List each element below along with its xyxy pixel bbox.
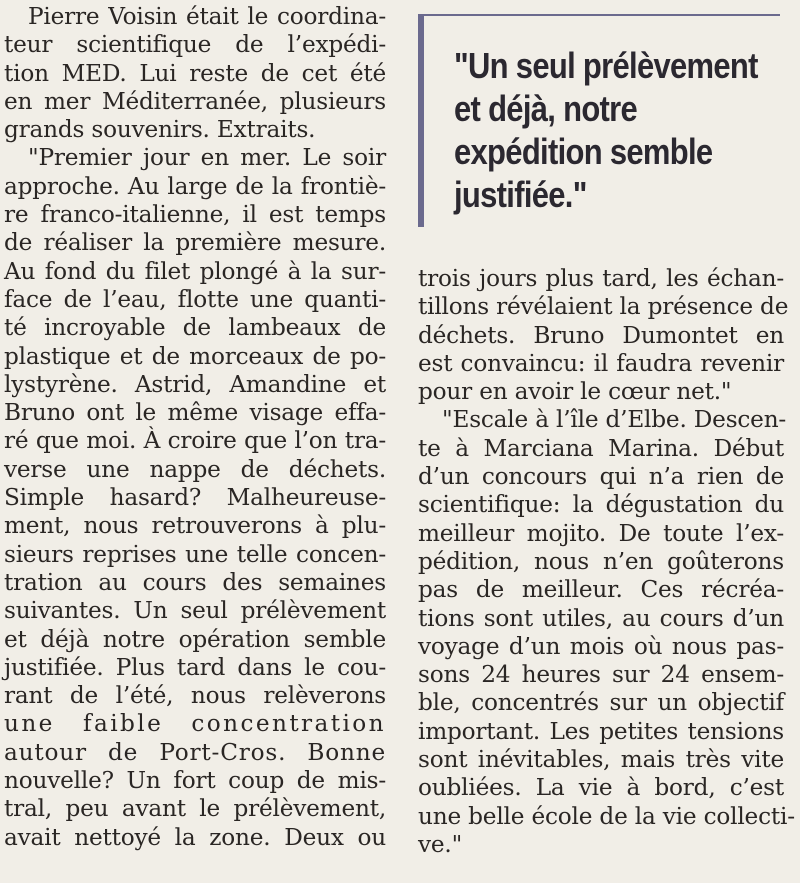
pull-quote-line: "Un seul prélèvement [454,45,758,86]
pull-quote [418,14,780,227]
text-line: face de l’eau, flotte une quanti- [4,285,386,313]
text-line: suivantes. Un seul prélèvement [4,597,386,625]
text-line: té incroyable de lambeaux de [4,314,386,342]
text-line: scientifique: la dégustation du [418,491,784,519]
text-line: tral, peu avant le prélèvement, [4,795,386,823]
pull-quote-line: et déjà, notre [454,88,638,129]
text-line: important. Les petites tensions [418,717,784,745]
text-line: pour en avoir le cœur net." [418,378,732,406]
pull-quote-line: justifiée." [454,174,587,215]
text-line: approche. Au large de la frontiè- [4,172,386,200]
text-line: "Escale à l’île d’Elbe. Descen- [442,406,787,434]
text-line: meilleur mojito. De toute l’ex- [418,519,784,547]
text-line: sont inévitables, mais très vite [418,746,784,774]
text-line: en mer Méditerranée, plusieurs [4,87,386,115]
left-column [4,3,386,852]
text-line: lystyrène. Astrid, Amandine et [4,370,386,398]
text-line: voyage d’un mois où nous pas- [418,632,784,660]
text-line: une faible concentration [4,710,386,738]
text-line: sons 24 heures sur 24 ensem- [418,661,784,689]
text-line: Pierre Voisin était le coordina- [28,3,386,30]
text-line: ment, nous retrouverons à plu- [4,512,386,540]
pull-quote-text [454,44,758,216]
text-line: teur scientifique de l’expédi- [4,31,386,59]
text-line: rant de l’été, nous relèverons [4,682,386,710]
text-line: tration au cours des semaines [4,568,386,596]
text-line: et déjà notre opération semble [4,625,386,653]
text-line: te à Marciana Marina. Début [418,434,784,462]
text-line: nouvelle? Un fort coup de mis- [4,767,386,795]
text-line: trois jours plus tard, les échan- [418,265,784,292]
text-line: est convaincu: il faudra revenir [418,349,784,377]
text-line: déchets. Bruno Dumontet en [418,321,784,349]
text-line: verse une nappe de déchets. [4,455,386,483]
text-line: autour de Port-Cros. Bonne [4,738,386,766]
text-line: sieurs reprises une telle concen- [4,540,386,568]
text-line: pédition, nous n’en goûterons [418,547,784,575]
text-line: justifiée. Plus tard dans le cou- [4,653,386,681]
text-line: "Premier jour en mer. Le soir [28,144,386,172]
text-line: Bruno ont le même visage effa- [4,399,386,427]
text-line: tions sont utiles, au cours d’un [418,604,784,632]
text-line: ble, concentrés sur un objectif [418,689,784,717]
text-line: oubliées. La vie à bord, c’est [418,774,784,802]
text-line: plastique et de morceaux de po- [4,342,386,370]
text-line: avait nettoyé la zone. Deux ou [4,823,386,851]
right-column [418,265,795,859]
text-line: re franco-italienne, il est temps [4,201,386,229]
text-line: grands souvenirs. Extraits. [4,116,316,144]
pull-quote-line: expédition semble [454,131,713,172]
text-line: Simple hasard? Malheureuse- [4,484,386,512]
text-line: ré que moi. À croire que l’on tra- [4,427,386,455]
text-line: Au fond du filet plongé à la sur- [4,257,386,285]
text-line: tion MED. Lui reste de cet été [4,59,386,87]
text-line: tillons révélaient la présence de [418,293,789,321]
text-line: une belle école de la vie collecti- [418,802,795,830]
text-line: ve." [418,830,463,858]
text-line: pas de meilleur. Ces récréa- [418,576,784,604]
text-line: de réaliser la première mesure. [4,229,386,257]
text-line: d’un concours qui n’a rien de [418,463,784,491]
